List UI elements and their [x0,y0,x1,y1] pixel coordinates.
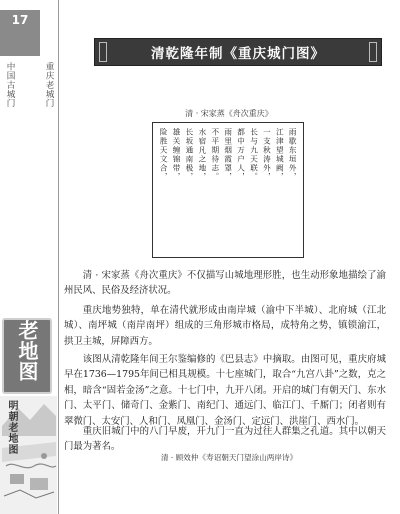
margin-caption-line: 重庆老城门 [44,62,54,108]
poem-line: 雨歇东垣外， [288,128,298,182]
series-badge [2,318,52,394]
page-number: 17 [0,10,40,56]
section-title: 清乾隆年制《重庆城门图》 [151,46,325,62]
poem-line: 不平期待志。 [210,128,220,182]
body-paragraph: 清 · 宋家蒸《舟次重庆》不仅描写山城地理形胜，也生动形象地描绘了渝州民风、民俗及经济状况。 [64,270,386,297]
poem-line: 长与九天联。 [249,128,259,182]
margin-picture-label: 明朝老地图 [6,400,17,455]
poem-line: 都中万户人， [236,128,246,182]
poem-box [152,122,304,258]
body-paragraph: 重庆旧城门中的八门早废，开九门一直为过往人群集之孔道。其中以朝天门最为著名。 [64,426,386,453]
poem-caption: 清 · 宋家蒸《舟次重庆》 [185,109,273,118]
lower-section [64,424,386,455]
poem2-section [64,452,394,463]
series-badge-label: 老地图 [15,320,39,382]
body-paragraph: 该图从清乾隆年间王尔鉴编修的《巴县志》中摘取。由图可见，重庆府城早在1736—1795年间已相具规模。十七座城门，取合“九宫八卦”之数，克之相，暗含“固若金汤”之意。十七门中，九开八闭。开启的城门有朝天门、东水门、太平门、储奇门、金紫门、南纪门、通远门、临江门、千厮门；闭者则有翠微门、太安门、人和门、凤凰门、金汤门、定远门、洪崖门、西水门。 [64,354,386,427]
poem-caption: 清 · 顾效仲《寿诏朝天门望涂山两岸诗》 [160,453,298,462]
poem-line: 一支秋涛外， [262,128,272,182]
page-margin [0,0,59,514]
poem-line: 雨里烟霞罩， [223,128,233,182]
poem-line: 险胜天文合， [159,128,169,182]
margin-caption [4,62,54,108]
poem-line: 长坂通南极， [184,128,194,182]
poem-line: 水宿凡之地， [197,128,207,182]
body-paragraph: 重庆地势独特，单在清代就形成由南岸城（渝中下半城）、北府城（江北城）、南坪城（南岸南坪）组成的三角形城市格局，成特角之势，镇锁渝江，拱卫主城，屏障西方。 [64,305,386,347]
margin-caption-line: 中国古城门 [5,62,15,108]
section-title-bar [94,38,382,66]
poem-line: 江津望城阙， [275,128,285,182]
poem-line: 雄关缠锦带， [172,128,182,182]
